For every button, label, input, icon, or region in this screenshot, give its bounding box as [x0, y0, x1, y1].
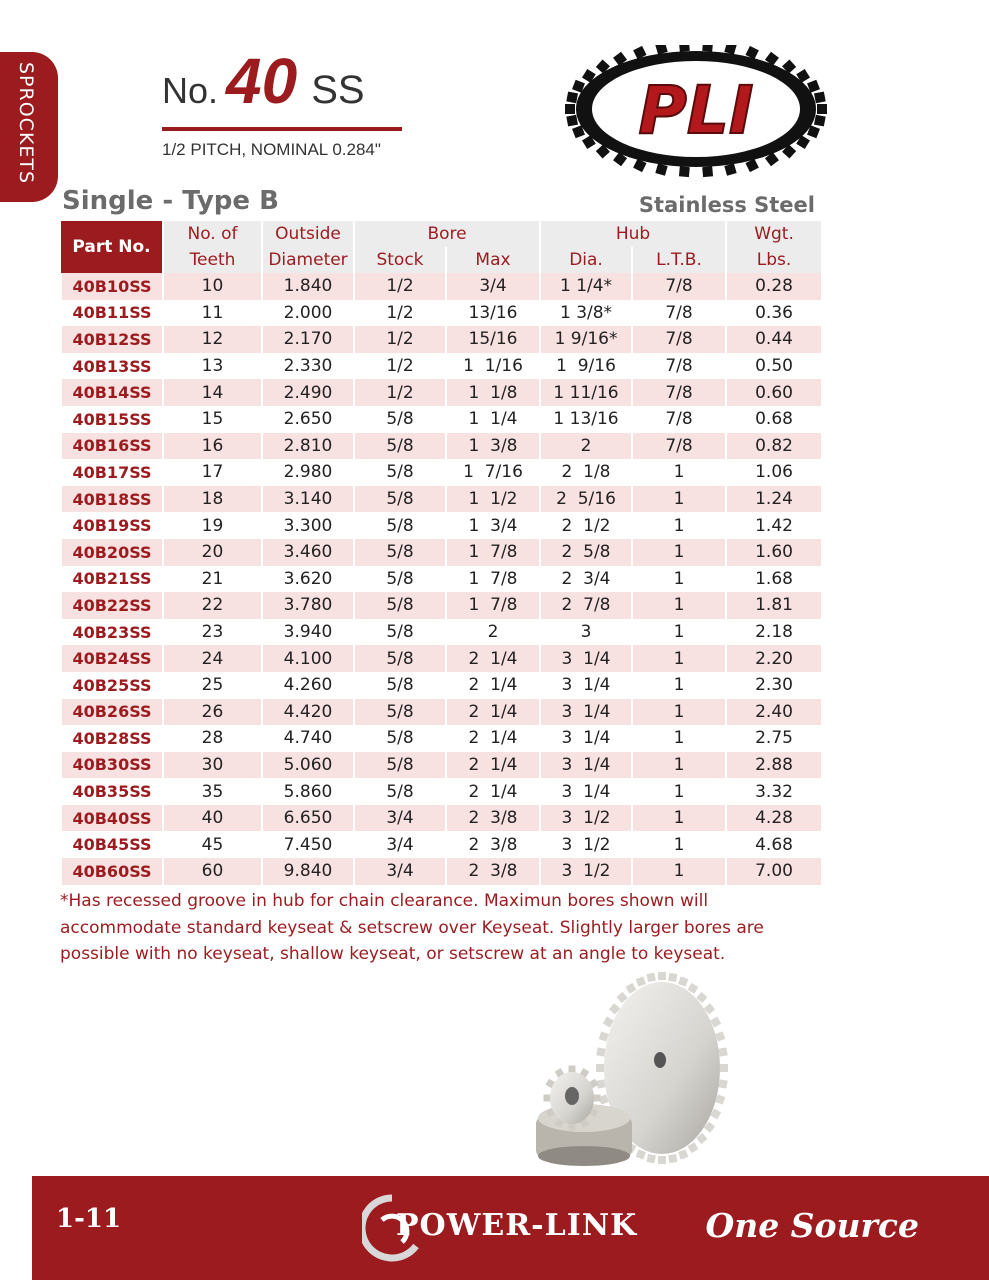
- bore-max-cell: 1 1/8: [446, 379, 540, 406]
- weight-cell: 3.32: [726, 778, 821, 805]
- gear-tooth: [636, 1149, 646, 1159]
- header-wgt-2: Lbs.: [726, 247, 821, 273]
- bore-stock-cell: 1/2: [354, 300, 446, 327]
- hub-ltb-cell: 1: [632, 539, 726, 566]
- hub-dia-cell: 3 1/4: [540, 672, 632, 699]
- weight-cell: 2.40: [726, 699, 821, 726]
- logo-text: PLI: [638, 72, 754, 149]
- bore-max-cell: 2 3/8: [446, 858, 540, 885]
- part-no-cell: 40B25SS: [61, 672, 163, 699]
- gear-tooth: [658, 972, 666, 980]
- weight-cell: 7.00: [726, 858, 821, 885]
- header-stock: Stock: [354, 247, 446, 273]
- bore-stock-cell: 3/4: [354, 831, 446, 858]
- header-part-no: Part No.: [61, 221, 163, 273]
- hub-dia-cell: 1 3/8*: [540, 300, 632, 327]
- outside-diameter-cell: 3.780: [262, 592, 354, 619]
- header-dia: Dia.: [540, 247, 632, 273]
- material-label: Stainless Steel: [638, 193, 815, 217]
- weight-cell: 2.18: [726, 619, 821, 646]
- logo-tooth: [655, 163, 667, 175]
- bore-stock-cell: 3/4: [354, 858, 446, 885]
- hub-ltb-cell: 1: [632, 778, 726, 805]
- teeth-cell: 35: [163, 778, 262, 805]
- bore-stock-cell: 5/8: [354, 645, 446, 672]
- hub-dia-cell: 2 1/8: [540, 459, 632, 486]
- weight-cell: 1.42: [726, 512, 821, 539]
- bore-max-cell: 1 7/16: [446, 459, 540, 486]
- outside-diameter-cell: 2.650: [262, 406, 354, 433]
- gear-tooth: [658, 1156, 666, 1164]
- hub-dia-cell: 3 1/4: [540, 752, 632, 779]
- part-no-cell: 40B30SS: [61, 752, 163, 779]
- outside-diameter-cell: 4.420: [262, 699, 354, 726]
- logo-tooth: [814, 92, 826, 104]
- bore-max-cell: 1 7/8: [446, 592, 540, 619]
- hub-dia-cell: 3 1/4: [540, 725, 632, 752]
- bore-max-cell: 2 1/4: [446, 672, 540, 699]
- part-no-cell: 40B16SS: [61, 433, 163, 460]
- gear-tooth: [647, 1154, 656, 1163]
- weight-cell: 0.36: [726, 300, 821, 327]
- gear-tooth: [544, 1095, 551, 1102]
- teeth-cell: 15: [163, 406, 262, 433]
- table-row: [61, 273, 821, 300]
- weight-cell: 0.60: [726, 379, 821, 406]
- hub-ltb-cell: 7/8: [632, 326, 726, 353]
- footer-bar: [32, 1176, 989, 1280]
- table-row: [61, 858, 821, 885]
- pitch-subtitle: 1/2 PITCH, NOMINAL 0.284": [162, 140, 381, 159]
- part-no-cell: 40B35SS: [61, 778, 163, 805]
- outside-diameter-cell: 3.620: [262, 566, 354, 593]
- teeth-cell: 21: [163, 566, 262, 593]
- bore-stock-cell: 1/2: [354, 273, 446, 300]
- hub-ltb-cell: 1: [632, 858, 726, 885]
- teeth-cell: 17: [163, 459, 262, 486]
- outside-diameter-cell: 3.300: [262, 512, 354, 539]
- bore-max-cell: 1 1/2: [446, 486, 540, 513]
- page-title: [162, 44, 365, 118]
- hub-ltb-cell: 1: [632, 619, 726, 646]
- header-max: Max: [446, 247, 540, 273]
- header-bore: Bore: [354, 221, 540, 247]
- header-od-1: Outside: [262, 221, 354, 247]
- table-row: [61, 406, 821, 433]
- bore-stock-cell: 5/8: [354, 699, 446, 726]
- weight-cell: 0.44: [726, 326, 821, 353]
- gear-tooth: [594, 1095, 601, 1102]
- outside-diameter-cell: 9.840: [262, 858, 354, 885]
- bore-stock-cell: 5/8: [354, 406, 446, 433]
- header-teeth-2: Teeth: [163, 247, 262, 273]
- teeth-cell: 13: [163, 353, 262, 380]
- part-no-cell: 40B17SS: [61, 459, 163, 486]
- title-underline: [162, 127, 402, 131]
- weight-cell: 1.60: [726, 539, 821, 566]
- table-row: [61, 353, 821, 380]
- hub-dia-cell: 1 11/16: [540, 379, 632, 406]
- table-row: [61, 831, 821, 858]
- outside-diameter-cell: 2.490: [262, 379, 354, 406]
- gear-tooth: [596, 1064, 604, 1072]
- outside-diameter-cell: 2.170: [262, 326, 354, 353]
- header-teeth-1: No. of: [163, 221, 262, 247]
- weight-cell: 0.28: [726, 273, 821, 300]
- weight-cell: 2.88: [726, 752, 821, 779]
- table-row: [61, 778, 821, 805]
- table-row: [61, 805, 821, 832]
- part-no-cell: 40B23SS: [61, 619, 163, 646]
- hub-dia-cell: 2 1/2: [540, 512, 632, 539]
- pli-sprocket-logo: [563, 45, 829, 181]
- bore-stock-cell: 1/2: [354, 353, 446, 380]
- part-no-cell: 40B21SS: [61, 566, 163, 593]
- table-row: [61, 459, 821, 486]
- table-row: [61, 486, 821, 513]
- weight-cell: 0.68: [726, 406, 821, 433]
- teeth-cell: 25: [163, 672, 262, 699]
- gear-tooth: [718, 1079, 727, 1088]
- outside-diameter-cell: 2.980: [262, 459, 354, 486]
- hub-dia-cell: 1 1/4*: [540, 273, 632, 300]
- logo-tooth: [814, 115, 826, 127]
- hub-ltb-cell: 7/8: [632, 379, 726, 406]
- brand-name: POWER-LINK: [396, 1208, 638, 1243]
- hub-dia-cell: 2: [540, 433, 632, 460]
- outside-diameter-cell: 3.140: [262, 486, 354, 513]
- table-row: [61, 300, 821, 327]
- hub-ltb-cell: 1: [632, 459, 726, 486]
- bore-stock-cell: 5/8: [354, 592, 446, 619]
- teeth-cell: 23: [163, 619, 262, 646]
- hub-dia-cell: 3 1/2: [540, 831, 632, 858]
- header-od-2: Diameter: [262, 247, 354, 273]
- bore-stock-cell: 5/8: [354, 539, 446, 566]
- table-row: [61, 645, 821, 672]
- weight-cell: 1.68: [726, 566, 821, 593]
- table-row: [61, 433, 821, 460]
- title-no-label: No.: [162, 70, 219, 111]
- bore-max-cell: 15/16: [446, 326, 540, 353]
- logo-tooth: [702, 166, 713, 177]
- outside-diameter-cell: 4.100: [262, 645, 354, 672]
- hub-dia-cell: 1 13/16: [540, 406, 632, 433]
- teeth-cell: 24: [163, 645, 262, 672]
- hub-ltb-cell: 1: [632, 645, 726, 672]
- bore-stock-cell: 1/2: [354, 326, 446, 353]
- bore-max-cell: 1 3/8: [446, 433, 540, 460]
- bore-max-cell: 3/4: [446, 273, 540, 300]
- bore-max-cell: 2 3/8: [446, 831, 540, 858]
- hub-ltb-cell: 1: [632, 566, 726, 593]
- hub-dia-cell: 3 1/2: [540, 858, 632, 885]
- teeth-cell: 10: [163, 273, 262, 300]
- hub-dia-cell: 3 1/2: [540, 805, 632, 832]
- gear-tooth: [678, 976, 688, 986]
- bore-stock-cell: 5/8: [354, 725, 446, 752]
- bore-max-cell: 2 1/4: [446, 699, 540, 726]
- table-row: [61, 566, 821, 593]
- part-no-cell: 40B14SS: [61, 379, 163, 406]
- outside-diameter-cell: 2.000: [262, 300, 354, 327]
- teeth-cell: 18: [163, 486, 262, 513]
- table-row: [61, 379, 821, 406]
- part-no-cell: 40B45SS: [61, 831, 163, 858]
- bore-stock-cell: 5/8: [354, 619, 446, 646]
- outside-diameter-cell: 7.450: [262, 831, 354, 858]
- outside-diameter-cell: 4.260: [262, 672, 354, 699]
- gear-tooth: [678, 1149, 688, 1159]
- weight-cell: 2.30: [726, 672, 821, 699]
- teeth-cell: 16: [163, 433, 262, 460]
- weight-cell: 1.06: [726, 459, 821, 486]
- sprocket-photo: [536, 968, 736, 1176]
- gear-tooth: [718, 1047, 727, 1056]
- logo-tooth: [724, 163, 736, 175]
- bore-max-cell: 2 1/4: [446, 645, 540, 672]
- table-row: [61, 752, 821, 779]
- bore-stock-cell: 1/2: [354, 379, 446, 406]
- outside-diameter-cell: 2.810: [262, 433, 354, 460]
- hub-dia-cell: 2 5/16: [540, 486, 632, 513]
- part-no-cell: 40B10SS: [61, 273, 163, 300]
- hub-ltb-cell: 7/8: [632, 433, 726, 460]
- part-no-cell: 40B11SS: [61, 300, 163, 327]
- weight-cell: 0.50: [726, 353, 821, 380]
- teeth-cell: 26: [163, 699, 262, 726]
- gear-tooth: [596, 1047, 605, 1056]
- logo-tooth: [566, 115, 578, 127]
- hub-ltb-cell: 1: [632, 592, 726, 619]
- part-no-cell: 40B12SS: [61, 326, 163, 353]
- table-row: [61, 619, 821, 646]
- title-number: 40: [226, 45, 298, 117]
- hub-ltb-cell: 1: [632, 831, 726, 858]
- part-no-cell: 40B28SS: [61, 725, 163, 752]
- bore-stock-cell: 5/8: [354, 752, 446, 779]
- outside-diameter-cell: 5.060: [262, 752, 354, 779]
- table-row: [61, 326, 821, 353]
- logo-tooth: [679, 166, 690, 177]
- slogan: One Source: [705, 1206, 919, 1245]
- outside-diameter-cell: 2.330: [262, 353, 354, 380]
- side-tab-label: SPROCKETS: [15, 62, 37, 185]
- teeth-cell: 11: [163, 300, 262, 327]
- hub-ltb-cell: 1: [632, 486, 726, 513]
- teeth-cell: 14: [163, 379, 262, 406]
- bore-max-cell: 13/16: [446, 300, 540, 327]
- hub-ltb-cell: 1: [632, 512, 726, 539]
- bore-stock-cell: 5/8: [354, 433, 446, 460]
- part-no-cell: 40B13SS: [61, 353, 163, 380]
- teeth-cell: 28: [163, 725, 262, 752]
- table-row: [61, 699, 821, 726]
- teeth-cell: 22: [163, 592, 262, 619]
- bore-max-cell: 2 1/4: [446, 752, 540, 779]
- sprocket-spec-table: [60, 221, 821, 885]
- bore-stock-cell: 3/4: [354, 805, 446, 832]
- teeth-cell: 20: [163, 539, 262, 566]
- teeth-cell: 45: [163, 831, 262, 858]
- bore-max-cell: 2 1/4: [446, 725, 540, 752]
- header-hub: Hub: [540, 221, 726, 247]
- outside-diameter-cell: 4.740: [262, 725, 354, 752]
- hub-dia-cell: 2 7/8: [540, 592, 632, 619]
- hub-ltb-cell: 7/8: [632, 406, 726, 433]
- outside-diameter-cell: 3.460: [262, 539, 354, 566]
- gear-tooth: [668, 973, 677, 982]
- hub-dia-cell: 3 1/4: [540, 645, 632, 672]
- bore-max-cell: 1 1/4: [446, 406, 540, 433]
- hub-dia-cell: 3 1/4: [540, 699, 632, 726]
- hub-dia-cell: 2 5/8: [540, 539, 632, 566]
- outside-diameter-cell: 5.860: [262, 778, 354, 805]
- part-no-cell: 40B26SS: [61, 699, 163, 726]
- hub-ltb-cell: 1: [632, 699, 726, 726]
- hub-dia-cell: 1 9/16: [540, 353, 632, 380]
- bore-stock-cell: 5/8: [354, 566, 446, 593]
- bore-stock-cell: 5/8: [354, 512, 446, 539]
- table-row: [61, 672, 821, 699]
- bore-max-cell: 1 1/16: [446, 353, 540, 380]
- bore-max-cell: 2 3/8: [446, 805, 540, 832]
- teeth-cell: 12: [163, 326, 262, 353]
- logo-tooth: [817, 104, 827, 114]
- table-row: [61, 539, 821, 566]
- bore-max-cell: 2: [446, 619, 540, 646]
- sprockets-side-tab: [0, 52, 58, 202]
- weight-cell: 1.81: [726, 592, 821, 619]
- hub-ltb-cell: 1: [632, 725, 726, 752]
- part-no-cell: 40B18SS: [61, 486, 163, 513]
- part-no-cell: 40B19SS: [61, 512, 163, 539]
- bore-stock-cell: 5/8: [354, 486, 446, 513]
- bore-stock-cell: 5/8: [354, 672, 446, 699]
- logo-tooth: [679, 45, 690, 52]
- hub-dia-cell: 1 9/16*: [540, 326, 632, 353]
- part-no-cell: 40B60SS: [61, 858, 163, 885]
- weight-cell: 4.68: [726, 831, 821, 858]
- hub-dia-cell: 2 3/4: [540, 566, 632, 593]
- hub-dia-cell: 3: [540, 619, 632, 646]
- part-no-cell: 40B40SS: [61, 805, 163, 832]
- weight-cell: 4.28: [726, 805, 821, 832]
- bore-max-cell: 1 7/8: [446, 539, 540, 566]
- gear-tooth: [668, 1154, 677, 1163]
- gear-tooth: [569, 1066, 576, 1073]
- logo-tooth: [566, 92, 578, 104]
- page-number: 1-11: [56, 1204, 122, 1234]
- gear-tooth: [569, 1124, 576, 1131]
- teeth-cell: 40: [163, 805, 262, 832]
- teeth-cell: 60: [163, 858, 262, 885]
- part-no-cell: 40B22SS: [61, 592, 163, 619]
- table-row: [61, 725, 821, 752]
- teeth-cell: 19: [163, 512, 262, 539]
- weight-cell: 1.24: [726, 486, 821, 513]
- logo-tooth: [702, 45, 713, 52]
- bore-max-cell: 1 7/8: [446, 566, 540, 593]
- title-suffix: SS: [311, 68, 365, 112]
- header-ltb: L.T.B.: [632, 247, 726, 273]
- hub-dia-cell: 3 1/4: [540, 778, 632, 805]
- outside-diameter-cell: 3.940: [262, 619, 354, 646]
- outside-diameter-cell: 6.650: [262, 805, 354, 832]
- gear-tooth: [720, 1064, 728, 1072]
- hub-ltb-cell: 1: [632, 805, 726, 832]
- bore-max-cell: 1 3/4: [446, 512, 540, 539]
- part-no-cell: 40B24SS: [61, 645, 163, 672]
- gear-tooth: [636, 976, 646, 986]
- logo-tooth: [565, 104, 575, 114]
- bore-max-cell: 2 1/4: [446, 778, 540, 805]
- hub-ltb-cell: 1: [632, 752, 726, 779]
- hub-ltb-cell: 7/8: [632, 273, 726, 300]
- footnote: *Has recessed groove in hub for chain clearance. Maximun bores shown will accommodate standard keyseat & setscrew over Keyseat. Slightly larger bores are possible with no keyseat, shallow keyseat, or setscrew at an angle to keyseat.: [60, 891, 764, 964]
- hub-ltb-cell: 1: [632, 672, 726, 699]
- bore-stock-cell: 5/8: [354, 778, 446, 805]
- table-row: [61, 592, 821, 619]
- header-wgt-1: Wgt.: [726, 221, 821, 247]
- part-no-cell: 40B15SS: [61, 406, 163, 433]
- hub-ltb-cell: 7/8: [632, 353, 726, 380]
- hub-ltb-cell: 7/8: [632, 300, 726, 327]
- part-no-cell: 40B20SS: [61, 539, 163, 566]
- weight-cell: 2.75: [726, 725, 821, 752]
- weight-cell: 0.82: [726, 433, 821, 460]
- table-row: [61, 512, 821, 539]
- gear-tooth: [647, 973, 656, 982]
- weight-cell: 2.20: [726, 645, 821, 672]
- bore-stock-cell: 5/8: [354, 459, 446, 486]
- teeth-cell: 30: [163, 752, 262, 779]
- section-title: Single - Type B: [62, 186, 279, 216]
- outside-diameter-cell: 1.840: [262, 273, 354, 300]
